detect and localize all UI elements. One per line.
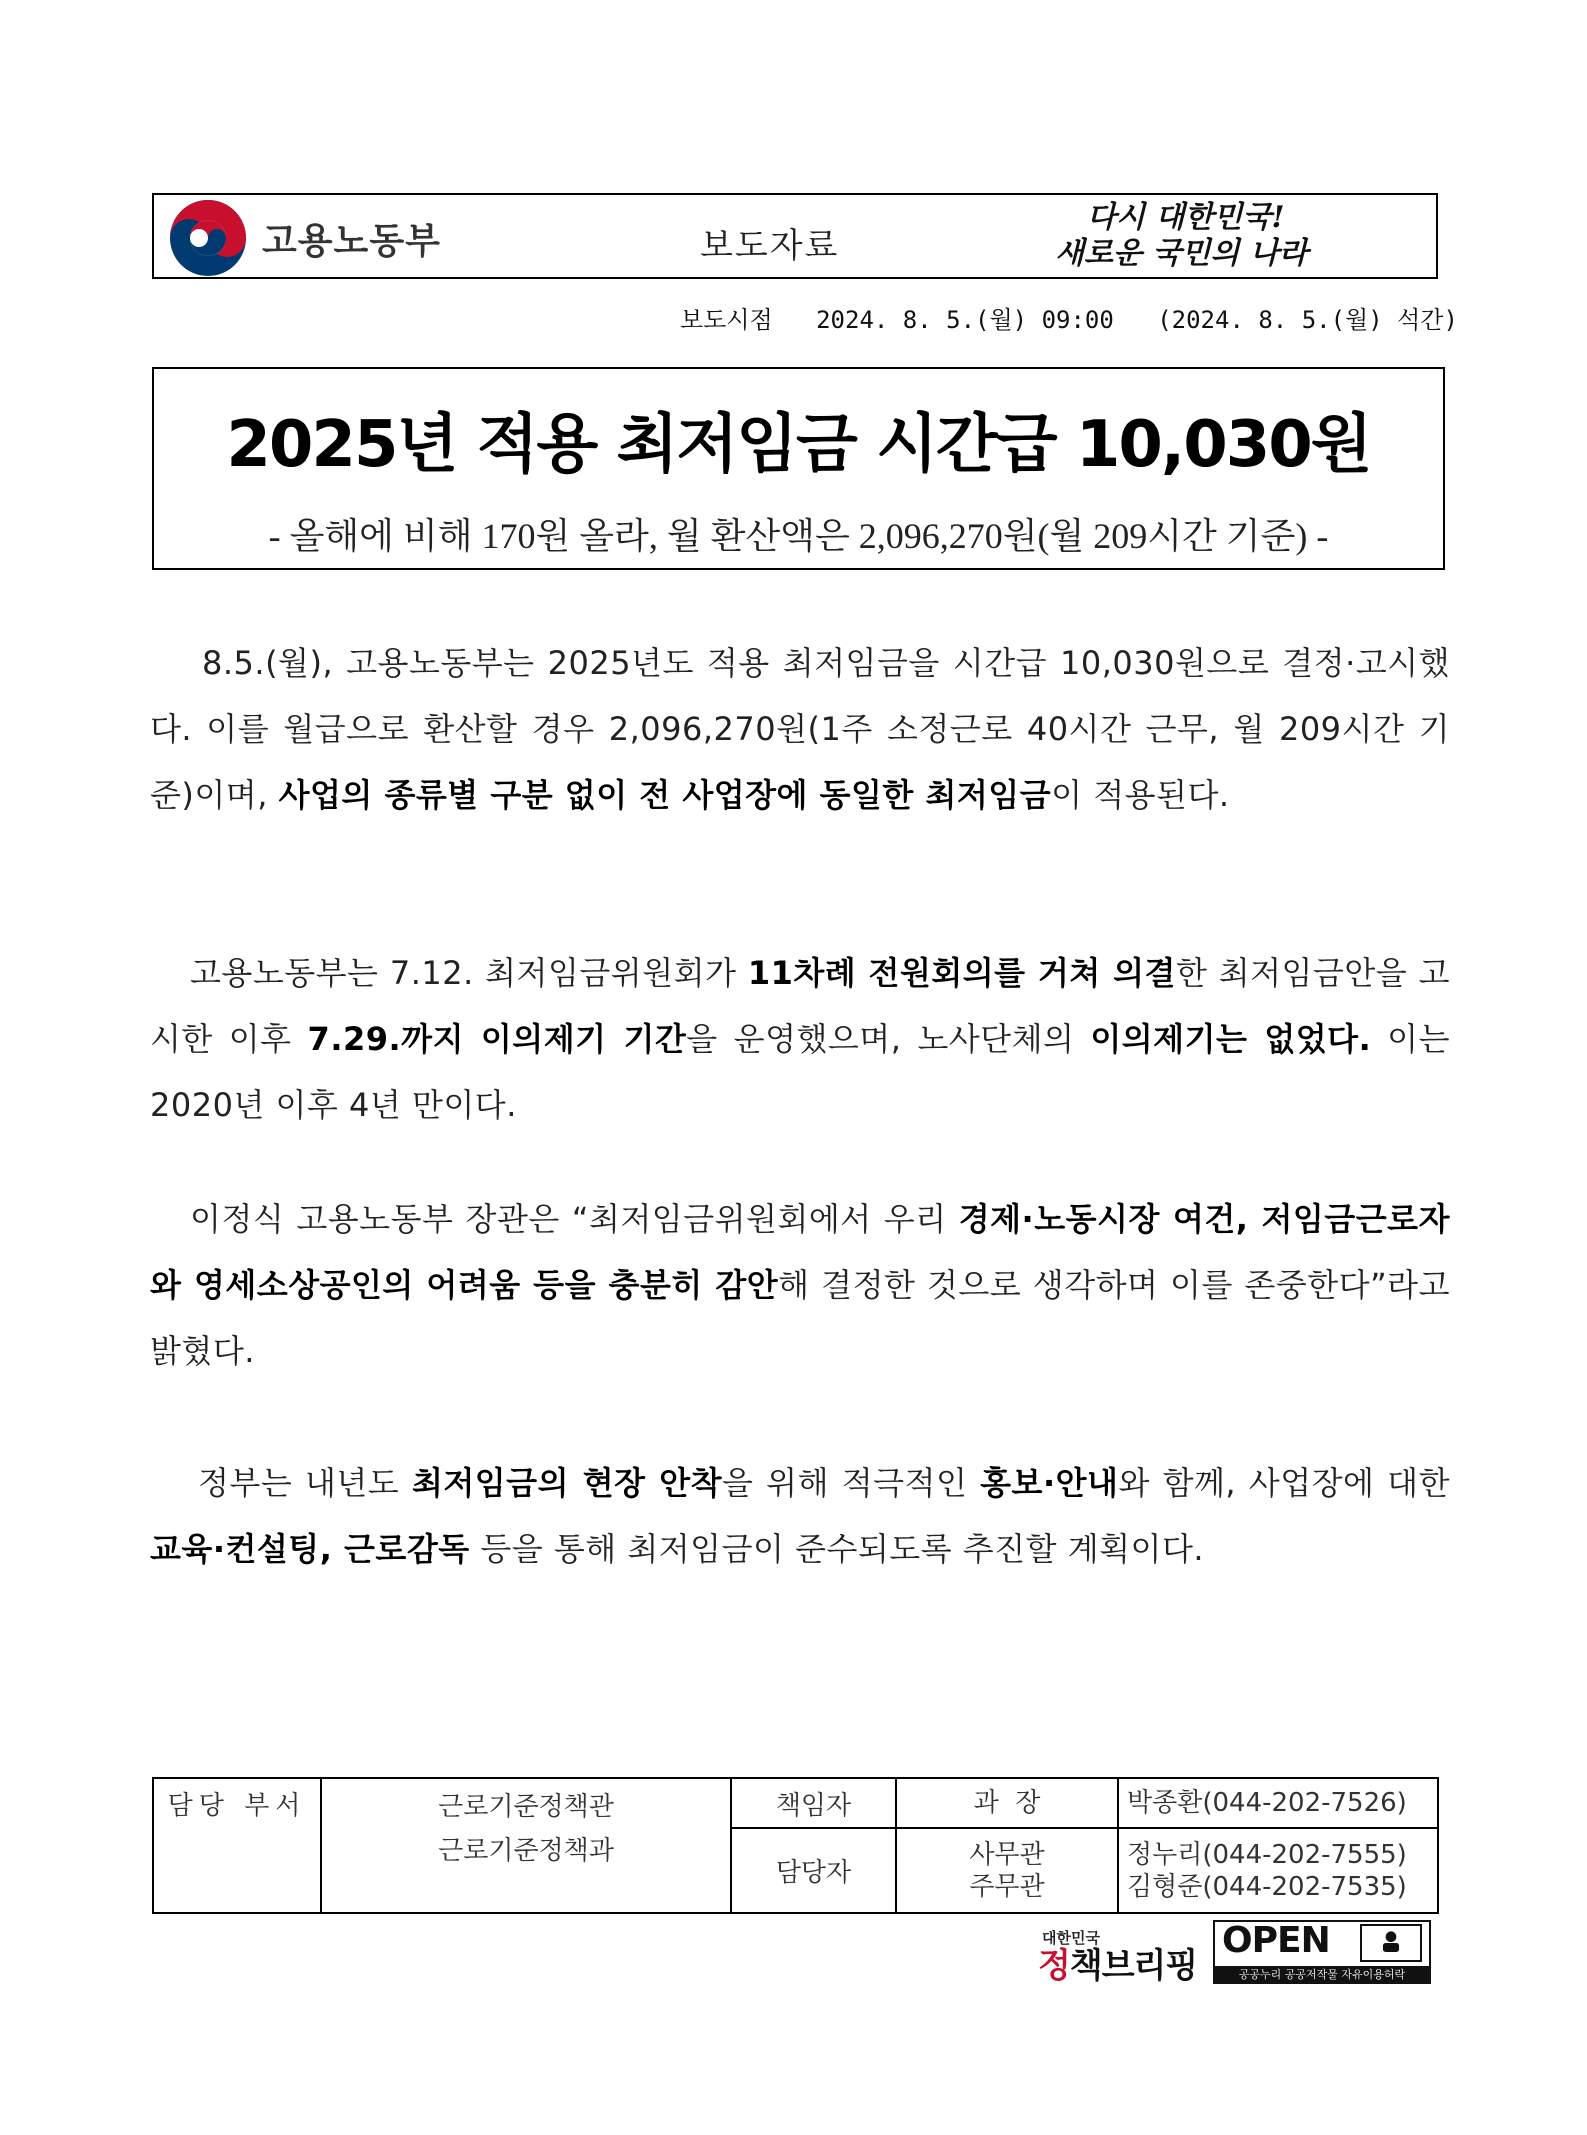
role-responsible: 책임자 [731,1778,896,1828]
release-datetime: 2024. 8. 5.(월) 09:00 [816,306,1114,334]
name-director: 박종환(044-202-7526) [1118,1778,1438,1828]
briefing-small-text: 대한민국 [1042,1929,1100,1947]
p2-text-e: 을 운영했으며, 노사단체의 [686,1020,1091,1058]
briefing-main-text [1038,1948,1197,1984]
p4-bold-b: 최저임금의 현장 안착 [411,1464,723,1502]
p1-text-a: 8.5.(월), 고용노동부는 2025년도 적용 최저임금을 시간급 10,030원으로 결정·고시했다. 이를 월급으로 환산할 경우 2,096,270원(1주 소정근로 40시간 근무, 월 209시간 기준)이며, [150,644,1450,814]
briefing-red-char: 정 [1038,1946,1070,1986]
p3-text-c: 해 결정한 것으로 생각하며 이를 존중한다”라고 밝혔다. [150,1266,1450,1370]
open-license-bar: 공공누리 공공저작물 자유이용허락 [1213,1966,1431,1984]
p2-text-g: 이는 2020년 이후 4년 만이다. [150,1020,1451,1124]
names-officers [1118,1828,1438,1913]
table-row [153,1778,1438,1828]
paragraph-3 [150,1186,1450,1384]
p4-bold-d: 홍보·안내 [980,1464,1119,1502]
taegeuk-logo-icon [168,198,248,278]
p2-text-a: 고용노동부는 7.12. 최저임금위원회가 [190,954,748,992]
role-contact: 담당자 [731,1828,896,1913]
p2-text-c: 한 최저임금안을 고시한 이후 [150,954,1450,1058]
p3-text-a: 이정식 고용노동부 장관은 “최저임금위원회에서 우리 [190,1200,959,1238]
policy-briefing-logo [1038,1927,1197,1984]
release-time [680,300,1458,335]
positions-officers [896,1828,1118,1913]
dept-line-1: 근로기준정책관 [438,1792,614,1822]
page-subtitle: - 올해에 비해 170원 올라, 월 환산액은 2,096,270원(월 209시간 기준) - [268,516,1329,556]
p2-bold-b: 11차례 전원회의를 거쳐 의결 [747,954,1176,992]
paragraph-1 [150,630,1450,828]
position-director: 과 장 [896,1778,1118,1828]
p4-text-e: 와 함께, 사업장에 대한 [1118,1464,1450,1502]
name-officer-1: 정누리(044-202-7555) [1127,1839,1407,1870]
position-officer-2: 주무관 [969,1871,1045,1902]
p4-text-a: 정부는 내년도 [198,1464,412,1502]
p4-text-c: 을 위해 적극적인 [722,1464,981,1502]
open-license-text: OPEN [1222,1920,1330,1961]
p4-bold-f: 교육·컨설팅, 근로감독 [150,1530,470,1568]
contact-table [152,1777,1439,1914]
paragraph-2 [150,940,1450,1138]
release-label: 보도시점 [680,306,773,334]
dept-line-2: 근로기준정책과 [438,1836,614,1866]
document-type: 보도자료 [700,226,840,266]
briefing-rest: 책브리핑 [1069,1946,1198,1986]
dept-label: 담당 부서 [153,1778,321,1913]
page-title: 2025년 적용 최저임금 시간급 10,030원 [226,408,1371,482]
p2-bold-d: 7.29.까지 이의제기 기간 [307,1020,687,1058]
p1-text-c: 이 적용된다. [1051,776,1230,814]
name-officer-2: 김형준(044-202-7535) [1127,1871,1407,1902]
p2-bold-f: 이의제기는 없었다. [1090,1020,1372,1058]
slogan [1055,200,1395,272]
p4-text-g: 등을 통해 최저임금이 준수되도록 추진할 계획이다. [469,1530,1205,1568]
release-evening: (2024. 8. 5.(월) 석간) [1157,306,1458,334]
slogan-line-1: 다시 대한민국! [1087,200,1285,235]
ministry-name: 고용노동부 [262,221,441,262]
position-officer-1: 사무관 [969,1839,1045,1870]
dept-names [321,1778,731,1913]
p1-bold-b: 사업의 종류별 구분 없이 전 사업장에 동일한 최저임금 [278,776,1052,814]
slogan-line-2: 새로운 국민의 나라 [1055,236,1308,271]
paragraph-4 [150,1450,1450,1582]
attribution-person-icon [1360,1924,1422,1962]
p3-bold-b: 경제·노동시장 여건, 저임금근로자와 영세소상공인의 어려움 등을 충분히 감안 [150,1200,1450,1304]
